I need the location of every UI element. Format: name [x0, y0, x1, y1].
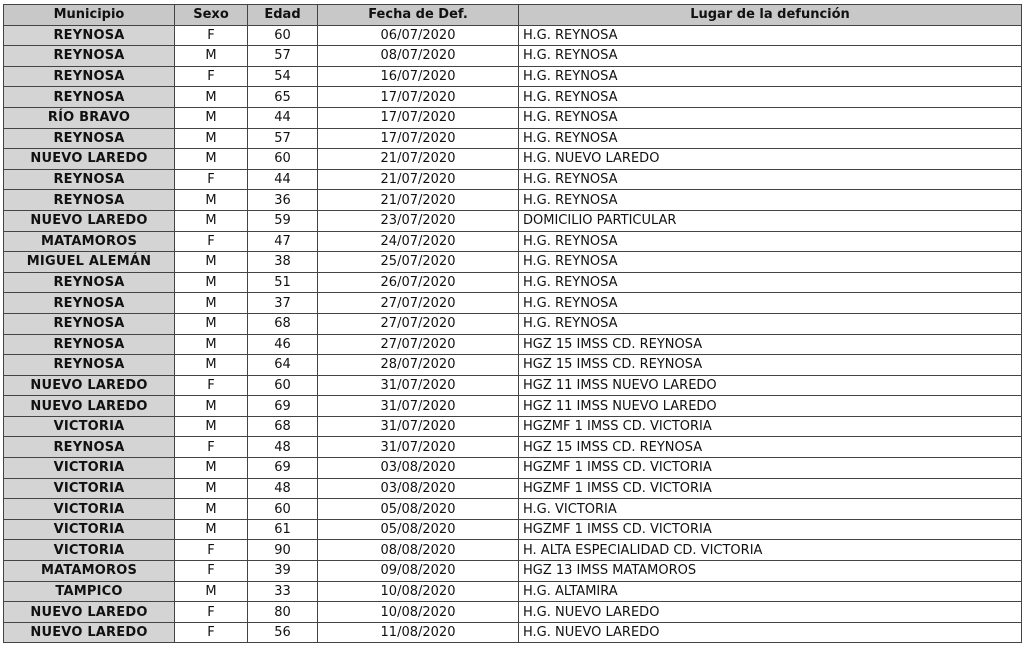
fecha-cell: 05/08/2020	[318, 499, 519, 520]
table-row	[4, 478, 1022, 499]
edad-cell: 38	[248, 252, 318, 273]
edad-cell: 68	[248, 416, 318, 437]
fecha-cell: 03/08/2020	[318, 478, 519, 499]
sexo-cell: F	[175, 66, 248, 87]
edad-cell: 48	[248, 437, 318, 458]
municipio-cell: REYNOSA	[4, 272, 175, 293]
municipio-cell: REYNOSA	[4, 190, 175, 211]
edad-cell: 44	[248, 169, 318, 190]
lugar-cell: DOMICILIO PARTICULAR	[519, 210, 1022, 231]
table-row	[4, 416, 1022, 437]
municipio-cell: REYNOSA	[4, 169, 175, 190]
municipio-cell: REYNOSA	[4, 66, 175, 87]
lugar-cell: H.G. NUEVO LAREDO	[519, 149, 1022, 170]
table-row	[4, 87, 1022, 108]
sexo-cell: M	[175, 252, 248, 273]
sexo-cell: M	[175, 190, 248, 211]
table-row	[4, 313, 1022, 334]
edad-cell: 65	[248, 87, 318, 108]
municipio-cell: MIGUEL ALEMÁN	[4, 252, 175, 273]
header-municipio: Municipio	[4, 5, 175, 26]
edad-cell: 68	[248, 313, 318, 334]
fecha-cell: 24/07/2020	[318, 231, 519, 252]
table-row	[4, 396, 1022, 417]
table-row	[4, 25, 1022, 46]
lugar-cell: H.G. REYNOSA	[519, 252, 1022, 273]
lugar-cell: H.G. REYNOSA	[519, 46, 1022, 67]
edad-cell: 69	[248, 458, 318, 479]
municipio-cell: NUEVO LAREDO	[4, 210, 175, 231]
edad-cell: 39	[248, 561, 318, 582]
table-row	[4, 252, 1022, 273]
fecha-cell: 16/07/2020	[318, 66, 519, 87]
lugar-cell: H.G. REYNOSA	[519, 272, 1022, 293]
municipio-cell: VICTORIA	[4, 499, 175, 520]
municipio-cell: VICTORIA	[4, 416, 175, 437]
municipio-cell: RÍO BRAVO	[4, 107, 175, 128]
fecha-cell: 28/07/2020	[318, 355, 519, 376]
lugar-cell: HGZ 11 IMSS NUEVO LAREDO	[519, 396, 1022, 417]
edad-cell: 60	[248, 375, 318, 396]
table-row	[4, 602, 1022, 623]
edad-cell: 33	[248, 581, 318, 602]
sexo-cell: F	[175, 561, 248, 582]
fecha-cell: 03/08/2020	[318, 458, 519, 479]
municipio-cell: VICTORIA	[4, 458, 175, 479]
fecha-cell: 17/07/2020	[318, 87, 519, 108]
lugar-cell: H.G. REYNOSA	[519, 25, 1022, 46]
edad-cell: 56	[248, 622, 318, 643]
fecha-cell: 17/07/2020	[318, 107, 519, 128]
sexo-cell: F	[175, 437, 248, 458]
lugar-cell: H.G. REYNOSA	[519, 66, 1022, 87]
sexo-cell: F	[175, 602, 248, 623]
lugar-cell: H.G. REYNOSA	[519, 313, 1022, 334]
edad-cell: 57	[248, 46, 318, 67]
edad-cell: 59	[248, 210, 318, 231]
lugar-cell: H. ALTA ESPECIALIDAD CD. VICTORIA	[519, 540, 1022, 561]
edad-cell: 36	[248, 190, 318, 211]
municipio-cell: REYNOSA	[4, 87, 175, 108]
lugar-cell: H.G. REYNOSA	[519, 107, 1022, 128]
municipio-cell: NUEVO LAREDO	[4, 149, 175, 170]
edad-cell: 48	[248, 478, 318, 499]
sexo-cell: M	[175, 87, 248, 108]
table-body	[4, 25, 1022, 643]
table-row	[4, 519, 1022, 540]
sexo-cell: F	[175, 540, 248, 561]
edad-cell: 69	[248, 396, 318, 417]
fecha-cell: 08/07/2020	[318, 46, 519, 67]
sexo-cell: M	[175, 107, 248, 128]
lugar-cell: H.G. REYNOSA	[519, 128, 1022, 149]
sexo-cell: M	[175, 334, 248, 355]
header-fecha: Fecha de Def.	[318, 5, 519, 26]
lugar-cell: H.G. REYNOSA	[519, 231, 1022, 252]
sexo-cell: M	[175, 458, 248, 479]
lugar-cell: H.G. REYNOSA	[519, 190, 1022, 211]
fecha-cell: 10/08/2020	[318, 581, 519, 602]
sexo-cell: F	[175, 231, 248, 252]
edad-cell: 37	[248, 293, 318, 314]
table-row	[4, 107, 1022, 128]
table-row	[4, 46, 1022, 67]
sexo-cell: M	[175, 355, 248, 376]
municipio-cell: REYNOSA	[4, 293, 175, 314]
sexo-cell: M	[175, 416, 248, 437]
municipio-cell: NUEVO LAREDO	[4, 396, 175, 417]
municipio-cell: REYNOSA	[4, 46, 175, 67]
lugar-cell: H.G. REYNOSA	[519, 87, 1022, 108]
fecha-cell: 05/08/2020	[318, 519, 519, 540]
lugar-cell: HGZ 15 IMSS CD. REYNOSA	[519, 437, 1022, 458]
table-row	[4, 437, 1022, 458]
edad-cell: 60	[248, 25, 318, 46]
edad-cell: 44	[248, 107, 318, 128]
fecha-cell: 23/07/2020	[318, 210, 519, 231]
table-row	[4, 210, 1022, 231]
sexo-cell: M	[175, 581, 248, 602]
sexo-cell: M	[175, 396, 248, 417]
fecha-cell: 21/07/2020	[318, 169, 519, 190]
fecha-cell: 06/07/2020	[318, 25, 519, 46]
fecha-cell: 25/07/2020	[318, 252, 519, 273]
municipio-cell: MATAMOROS	[4, 561, 175, 582]
fecha-cell: 31/07/2020	[318, 437, 519, 458]
edad-cell: 47	[248, 231, 318, 252]
municipio-cell: REYNOSA	[4, 437, 175, 458]
edad-cell: 64	[248, 355, 318, 376]
sexo-cell: F	[175, 375, 248, 396]
table-row	[4, 272, 1022, 293]
municipio-cell: REYNOSA	[4, 128, 175, 149]
table-row	[4, 561, 1022, 582]
municipio-cell: VICTORIA	[4, 478, 175, 499]
municipio-cell: REYNOSA	[4, 355, 175, 376]
fecha-cell: 26/07/2020	[318, 272, 519, 293]
header-sexo: Sexo	[175, 5, 248, 26]
sexo-cell: M	[175, 210, 248, 231]
table-row	[4, 66, 1022, 87]
table-row	[4, 581, 1022, 602]
sexo-cell: M	[175, 313, 248, 334]
sexo-cell: M	[175, 499, 248, 520]
edad-cell: 51	[248, 272, 318, 293]
lugar-cell: H.G. NUEVO LAREDO	[519, 602, 1022, 623]
fecha-cell: 27/07/2020	[318, 293, 519, 314]
fecha-cell: 21/07/2020	[318, 149, 519, 170]
lugar-cell: HGZMF 1 IMSS CD. VICTORIA	[519, 416, 1022, 437]
lugar-cell: H.G. ALTAMIRA	[519, 581, 1022, 602]
lugar-cell: H.G. REYNOSA	[519, 293, 1022, 314]
municipio-cell: NUEVO LAREDO	[4, 602, 175, 623]
table-row	[4, 355, 1022, 376]
lugar-cell: HGZMF 1 IMSS CD. VICTORIA	[519, 458, 1022, 479]
edad-cell: 80	[248, 602, 318, 623]
header-lugar: Lugar de la defunción	[519, 5, 1022, 26]
table-row	[4, 190, 1022, 211]
header-row	[4, 5, 1022, 26]
sexo-cell: F	[175, 622, 248, 643]
fecha-cell: 31/07/2020	[318, 416, 519, 437]
table-row	[4, 149, 1022, 170]
municipio-cell: REYNOSA	[4, 25, 175, 46]
municipio-cell: NUEVO LAREDO	[4, 375, 175, 396]
fecha-cell: 08/08/2020	[318, 540, 519, 561]
fecha-cell: 27/07/2020	[318, 313, 519, 334]
lugar-cell: HGZ 13 IMSS MATAMOROS	[519, 561, 1022, 582]
edad-cell: 46	[248, 334, 318, 355]
sexo-cell: M	[175, 293, 248, 314]
sexo-cell: M	[175, 128, 248, 149]
lugar-cell: HGZ 15 IMSS CD. REYNOSA	[519, 355, 1022, 376]
fecha-cell: 09/08/2020	[318, 561, 519, 582]
sexo-cell: F	[175, 169, 248, 190]
table-row	[4, 375, 1022, 396]
deaths-table	[3, 4, 1022, 643]
sexo-cell: M	[175, 478, 248, 499]
edad-cell: 60	[248, 149, 318, 170]
municipio-cell: VICTORIA	[4, 519, 175, 540]
lugar-cell: HGZ 15 IMSS CD. REYNOSA	[519, 334, 1022, 355]
table-row	[4, 231, 1022, 252]
lugar-cell: HGZMF 1 IMSS CD. VICTORIA	[519, 478, 1022, 499]
municipio-cell: NUEVO LAREDO	[4, 622, 175, 643]
table-row	[4, 622, 1022, 643]
header-edad: Edad	[248, 5, 318, 26]
table-row	[4, 540, 1022, 561]
fecha-cell: 27/07/2020	[318, 334, 519, 355]
table-row	[4, 499, 1022, 520]
edad-cell: 61	[248, 519, 318, 540]
municipio-cell: REYNOSA	[4, 334, 175, 355]
fecha-cell: 21/07/2020	[318, 190, 519, 211]
table-row	[4, 458, 1022, 479]
sexo-cell: M	[175, 149, 248, 170]
edad-cell: 54	[248, 66, 318, 87]
fecha-cell: 10/08/2020	[318, 602, 519, 623]
table-row	[4, 128, 1022, 149]
municipio-cell: MATAMOROS	[4, 231, 175, 252]
sexo-cell: M	[175, 519, 248, 540]
sexo-cell: M	[175, 272, 248, 293]
edad-cell: 60	[248, 499, 318, 520]
lugar-cell: H.G. REYNOSA	[519, 169, 1022, 190]
sexo-cell: M	[175, 46, 248, 67]
sexo-cell: F	[175, 25, 248, 46]
lugar-cell: H.G. VICTORIA	[519, 499, 1022, 520]
lugar-cell: H.G. NUEVO LAREDO	[519, 622, 1022, 643]
fecha-cell: 11/08/2020	[318, 622, 519, 643]
municipio-cell: VICTORIA	[4, 540, 175, 561]
municipio-cell: REYNOSA	[4, 313, 175, 334]
table-row	[4, 169, 1022, 190]
fecha-cell: 31/07/2020	[318, 375, 519, 396]
table-row	[4, 293, 1022, 314]
fecha-cell: 31/07/2020	[318, 396, 519, 417]
lugar-cell: HGZMF 1 IMSS CD. VICTORIA	[519, 519, 1022, 540]
table-row	[4, 334, 1022, 355]
municipio-cell: TAMPICO	[4, 581, 175, 602]
lugar-cell: HGZ 11 IMSS NUEVO LAREDO	[519, 375, 1022, 396]
edad-cell: 90	[248, 540, 318, 561]
fecha-cell: 17/07/2020	[318, 128, 519, 149]
edad-cell: 57	[248, 128, 318, 149]
